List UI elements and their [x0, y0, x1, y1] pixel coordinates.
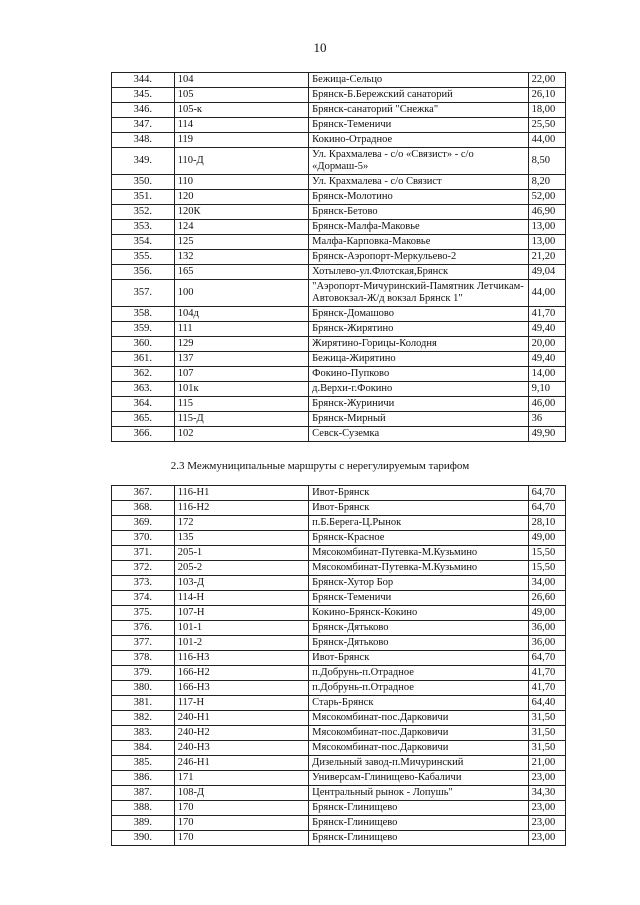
fare-cell: 15,50 [528, 546, 565, 561]
route-number-cell: 110-Д [174, 148, 308, 175]
row-index-cell: 379. [112, 666, 175, 681]
row-index-cell: 359. [112, 322, 175, 337]
route-name-cell: Мясокомбинат-Путевка-М.Кузьмино [309, 561, 528, 576]
route-name-cell: Универсам-Глинищево-Кабаличи [309, 771, 528, 786]
row-index-cell: 373. [112, 576, 175, 591]
table-row [112, 741, 566, 756]
table-row [112, 636, 566, 651]
row-index-cell: 351. [112, 190, 175, 205]
row-index-cell: 388. [112, 801, 175, 816]
fare-cell: 36 [528, 412, 565, 427]
row-index-cell: 361. [112, 352, 175, 367]
fare-cell: 23,00 [528, 831, 565, 846]
table-row [112, 103, 566, 118]
route-number-cell: 135 [174, 531, 308, 546]
route-number-cell: 205-2 [174, 561, 308, 576]
table-row [112, 711, 566, 726]
route-number-cell: 103-Д [174, 576, 308, 591]
row-index-cell: 357. [112, 280, 175, 307]
table-row [112, 148, 566, 175]
route-number-cell: 137 [174, 352, 308, 367]
route-number-cell: 240-Н2 [174, 726, 308, 741]
fare-cell: 64,40 [528, 696, 565, 711]
fare-cell: 8,20 [528, 175, 565, 190]
row-index-cell: 348. [112, 133, 175, 148]
route-name-cell: Брянск-Теменичи [309, 591, 528, 606]
fare-cell: 14,00 [528, 367, 565, 382]
route-name-cell: "Аэропорт-Мичуринский-Памятник Летчикам-Автовокзал-Ж/д вокзал Брянск 1" [309, 280, 528, 307]
fare-cell: 64,70 [528, 486, 565, 501]
table-row [112, 397, 566, 412]
table-row [112, 696, 566, 711]
fare-cell: 13,00 [528, 220, 565, 235]
route-number-cell: 120 [174, 190, 308, 205]
fare-cell: 23,00 [528, 801, 565, 816]
route-name-cell: Брянск-Глинищево [309, 816, 528, 831]
route-name-cell: Бежица-Жирятино [309, 352, 528, 367]
fare-cell: 21,00 [528, 756, 565, 771]
table-row [112, 337, 566, 352]
table-row [112, 801, 566, 816]
fare-cell: 23,00 [528, 771, 565, 786]
table-row [112, 427, 566, 442]
fare-cell: 36,00 [528, 621, 565, 636]
route-name-cell: Брянск-Аэропорт-Меркульево-2 [309, 250, 528, 265]
route-number-cell: 165 [174, 265, 308, 280]
route-number-cell: 205-1 [174, 546, 308, 561]
route-name-cell: Брянск-Дятьково [309, 621, 528, 636]
row-index-cell: 362. [112, 367, 175, 382]
route-number-cell: 101к [174, 382, 308, 397]
route-number-cell: 104д [174, 307, 308, 322]
fare-cell: 22,00 [528, 73, 565, 88]
table-row [112, 756, 566, 771]
route-name-cell: Брянск-Красное [309, 531, 528, 546]
row-index-cell: 377. [112, 636, 175, 651]
route-number-cell: 119 [174, 133, 308, 148]
table-row [112, 205, 566, 220]
row-index-cell: 390. [112, 831, 175, 846]
row-index-cell: 346. [112, 103, 175, 118]
route-number-cell: 110 [174, 175, 308, 190]
table-row [112, 412, 566, 427]
route-name-cell: Брянск-Журиничи [309, 397, 528, 412]
route-name-cell: Брянск-Б.Бережский санаторий [309, 88, 528, 103]
fare-cell: 31,50 [528, 726, 565, 741]
row-index-cell: 365. [112, 412, 175, 427]
row-index-cell: 354. [112, 235, 175, 250]
route-name-cell: Брянск-Бетово [309, 205, 528, 220]
route-name-cell: Старь-Брянск [309, 696, 528, 711]
route-name-cell: Кокино-Отрадное [309, 133, 528, 148]
route-number-cell: 116-Н2 [174, 501, 308, 516]
route-name-cell: п.Б.Берега-Ц.Рынок [309, 516, 528, 531]
row-index-cell: 389. [112, 816, 175, 831]
route-number-cell: 115 [174, 397, 308, 412]
row-index-cell: 356. [112, 265, 175, 280]
routes-table-body [112, 73, 566, 442]
row-index-cell: 387. [112, 786, 175, 801]
fare-cell: 41,70 [528, 666, 565, 681]
fare-cell: 20,00 [528, 337, 565, 352]
route-number-cell: 107 [174, 367, 308, 382]
route-name-cell: Ул. Крахмалева - с/о «Связист» - с/о «Дормаш-5» [309, 148, 528, 175]
route-name-cell: Брянск-Хутор Бор [309, 576, 528, 591]
table-row [112, 816, 566, 831]
fare-cell: 31,50 [528, 711, 565, 726]
route-number-cell: 171 [174, 771, 308, 786]
row-index-cell: 364. [112, 397, 175, 412]
row-index-cell: 380. [112, 681, 175, 696]
table-row [112, 576, 566, 591]
route-number-cell: 101-2 [174, 636, 308, 651]
route-name-cell: п.Добрунь-п.Отрадное [309, 666, 528, 681]
fare-cell: 46,00 [528, 397, 565, 412]
table-row [112, 501, 566, 516]
fare-cell: 23,00 [528, 816, 565, 831]
route-name-cell: Брянск-Глинищево [309, 801, 528, 816]
routes-table-unregulated [111, 485, 566, 846]
route-name-cell: Брянск-Теменичи [309, 118, 528, 133]
row-index-cell: 352. [112, 205, 175, 220]
fare-cell: 41,70 [528, 307, 565, 322]
fare-cell: 26,10 [528, 88, 565, 103]
table-row [112, 220, 566, 235]
table-row [112, 666, 566, 681]
table-row [112, 352, 566, 367]
route-number-cell: 240-Н1 [174, 711, 308, 726]
table-row [112, 831, 566, 846]
route-name-cell: Мясокомбинат-пос.Дарковичи [309, 741, 528, 756]
table-row [112, 73, 566, 88]
row-index-cell: 345. [112, 88, 175, 103]
row-index-cell: 344. [112, 73, 175, 88]
route-number-cell: 170 [174, 816, 308, 831]
route-name-cell: Жирятино-Горицы-Колодня [309, 337, 528, 352]
route-name-cell: Севск-Суземка [309, 427, 528, 442]
fare-cell: 9,10 [528, 382, 565, 397]
table-row [112, 681, 566, 696]
route-name-cell: д.Верхи-г.Фокино [309, 382, 528, 397]
table-row [112, 531, 566, 546]
route-number-cell: 129 [174, 337, 308, 352]
row-index-cell: 382. [112, 711, 175, 726]
routes-table-body [112, 486, 566, 846]
row-index-cell: 376. [112, 621, 175, 636]
table-row [112, 561, 566, 576]
route-number-cell: 114 [174, 118, 308, 133]
route-number-cell: 105-к [174, 103, 308, 118]
route-name-cell: Брянск-Молотино [309, 190, 528, 205]
row-index-cell: 358. [112, 307, 175, 322]
fare-cell: 34,30 [528, 786, 565, 801]
row-index-cell: 378. [112, 651, 175, 666]
route-name-cell: Ул. Крахмалева - с/о Связист [309, 175, 528, 190]
table-row [112, 606, 566, 621]
fare-cell: 49,00 [528, 606, 565, 621]
fare-cell: 64,70 [528, 651, 565, 666]
table-row [112, 382, 566, 397]
route-number-cell: 124 [174, 220, 308, 235]
route-name-cell: Мясокомбинат-Путевка-М.Кузьмино [309, 546, 528, 561]
row-index-cell: 385. [112, 756, 175, 771]
row-index-cell: 370. [112, 531, 175, 546]
route-number-cell: 101-1 [174, 621, 308, 636]
fare-cell: 28,10 [528, 516, 565, 531]
fare-cell: 31,50 [528, 741, 565, 756]
row-index-cell: 360. [112, 337, 175, 352]
fare-cell: 49,90 [528, 427, 565, 442]
table-row [112, 190, 566, 205]
fare-cell: 49,40 [528, 322, 565, 337]
table-row [112, 786, 566, 801]
route-number-cell: 240-Н3 [174, 741, 308, 756]
route-number-cell: 125 [174, 235, 308, 250]
route-name-cell: Фокино-Пупково [309, 367, 528, 382]
route-name-cell: Ивот-Брянск [309, 501, 528, 516]
table-row [112, 771, 566, 786]
route-number-cell: 111 [174, 322, 308, 337]
row-index-cell: 372. [112, 561, 175, 576]
route-number-cell: 170 [174, 831, 308, 846]
route-name-cell: Мясокомбинат-пос.Дарковичи [309, 711, 528, 726]
fare-cell: 15,50 [528, 561, 565, 576]
row-index-cell: 381. [112, 696, 175, 711]
row-index-cell: 355. [112, 250, 175, 265]
row-index-cell: 374. [112, 591, 175, 606]
fare-cell: 46,90 [528, 205, 565, 220]
fare-cell: 18,00 [528, 103, 565, 118]
row-index-cell: 367. [112, 486, 175, 501]
fare-cell: 13,00 [528, 235, 565, 250]
fare-cell: 21,20 [528, 250, 565, 265]
route-number-cell: 120К [174, 205, 308, 220]
route-name-cell: Центральный рынок - Лопушь" [309, 786, 528, 801]
fare-cell: 8,50 [528, 148, 565, 175]
row-index-cell: 363. [112, 382, 175, 397]
route-name-cell: Ивот-Брянск [309, 486, 528, 501]
route-number-cell: 104 [174, 73, 308, 88]
row-index-cell: 383. [112, 726, 175, 741]
table-row [112, 118, 566, 133]
table-row [112, 250, 566, 265]
route-name-cell: Брянск-Жирятино [309, 322, 528, 337]
fare-cell: 49,04 [528, 265, 565, 280]
table-row [112, 265, 566, 280]
route-name-cell: Мясокомбинат-пос.Дарковичи [309, 726, 528, 741]
route-number-cell: 170 [174, 801, 308, 816]
route-name-cell: Кокино-Брянск-Кокино [309, 606, 528, 621]
row-index-cell: 375. [112, 606, 175, 621]
fare-cell: 64,70 [528, 501, 565, 516]
route-name-cell: Брянск-Мирный [309, 412, 528, 427]
route-name-cell: Брянск-Глинищево [309, 831, 528, 846]
route-number-cell: 100 [174, 280, 308, 307]
table-row [112, 726, 566, 741]
fare-cell: 41,70 [528, 681, 565, 696]
fare-cell: 49,00 [528, 531, 565, 546]
row-index-cell: 349. [112, 148, 175, 175]
row-index-cell: 369. [112, 516, 175, 531]
route-name-cell: Ивот-Брянск [309, 651, 528, 666]
route-number-cell: 116-Н1 [174, 486, 308, 501]
fare-cell: 44,00 [528, 280, 565, 307]
row-index-cell: 368. [112, 501, 175, 516]
table-row [112, 175, 566, 190]
table-row [112, 307, 566, 322]
page-number: 10 [313, 40, 327, 55]
table-row [112, 322, 566, 337]
section-heading: 2.3 Межмуниципальные маршруты с нерегулируемым тарифом [170, 460, 470, 472]
route-name-cell: Дизельный завод-п.Мичуринский [309, 756, 528, 771]
route-name-cell: Брянск-Дятьково [309, 636, 528, 651]
fare-cell: 44,00 [528, 133, 565, 148]
route-number-cell: 115-Д [174, 412, 308, 427]
route-number-cell: 108-Д [174, 786, 308, 801]
row-index-cell: 353. [112, 220, 175, 235]
routes-table-regulated [111, 72, 566, 442]
row-index-cell: 347. [112, 118, 175, 133]
fare-cell: 26,60 [528, 591, 565, 606]
route-number-cell: 102 [174, 427, 308, 442]
route-number-cell: 105 [174, 88, 308, 103]
fare-cell: 25,50 [528, 118, 565, 133]
row-index-cell: 350. [112, 175, 175, 190]
table-row [112, 486, 566, 501]
fare-cell: 36,00 [528, 636, 565, 651]
table-row [112, 235, 566, 250]
route-number-cell: 166-Н2 [174, 666, 308, 681]
table-row [112, 280, 566, 307]
route-name-cell: Брянск-Малфа-Маковье [309, 220, 528, 235]
route-name-cell: Малфа-Карповка-Маковье [309, 235, 528, 250]
route-number-cell: 107-Н [174, 606, 308, 621]
table-row [112, 546, 566, 561]
row-index-cell: 386. [112, 771, 175, 786]
route-number-cell: 116-Н3 [174, 651, 308, 666]
route-number-cell: 117-Н [174, 696, 308, 711]
route-number-cell: 166-Н3 [174, 681, 308, 696]
route-name-cell: Хотылево-ул.Флотская,Брянск [309, 265, 528, 280]
route-name-cell: Брянск-Домашово [309, 307, 528, 322]
route-name-cell: п.Добрунь-п.Отрадное [309, 681, 528, 696]
table-row [112, 88, 566, 103]
table-row [112, 621, 566, 636]
route-name-cell: Брянск-санаторий "Снежка" [309, 103, 528, 118]
table-row [112, 367, 566, 382]
table-row [112, 133, 566, 148]
table-row [112, 516, 566, 531]
table-row [112, 651, 566, 666]
fare-cell: 49,40 [528, 352, 565, 367]
route-number-cell: 172 [174, 516, 308, 531]
row-index-cell: 371. [112, 546, 175, 561]
route-number-cell: 114-Н [174, 591, 308, 606]
table-row [112, 591, 566, 606]
fare-cell: 34,00 [528, 576, 565, 591]
row-index-cell: 366. [112, 427, 175, 442]
fare-cell: 52,00 [528, 190, 565, 205]
route-number-cell: 132 [174, 250, 308, 265]
row-index-cell: 384. [112, 741, 175, 756]
route-number-cell: 246-Н1 [174, 756, 308, 771]
route-name-cell: Бежица-Сельцо [309, 73, 528, 88]
